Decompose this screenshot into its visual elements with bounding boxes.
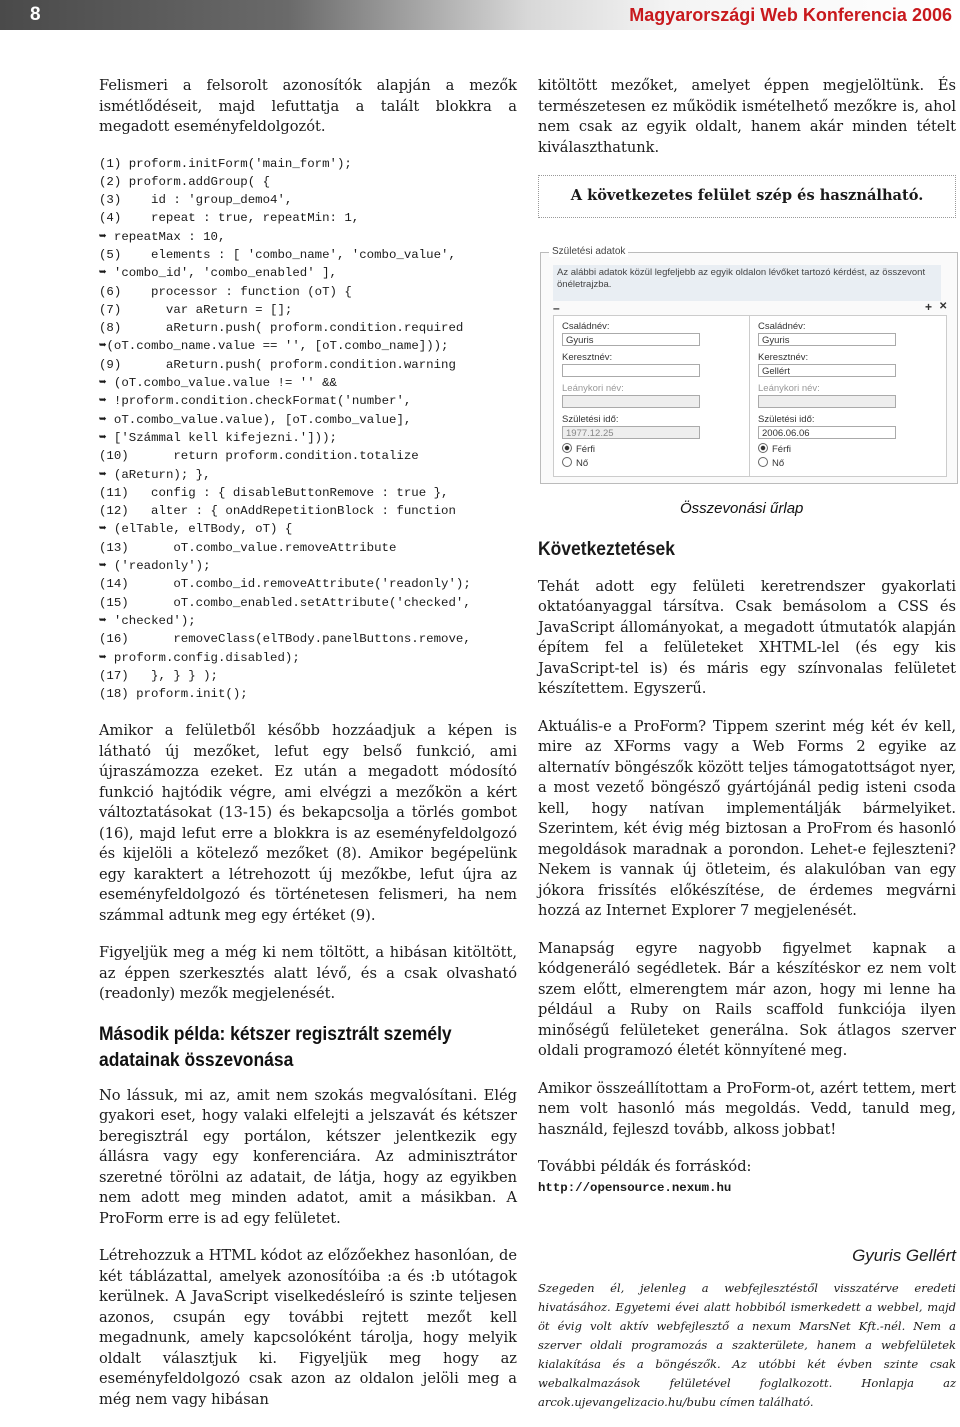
- family-name-field[interactable]: Gyuris: [562, 333, 700, 346]
- code-line: ➥ (oT.combo_value.value != '' &&: [99, 376, 337, 391]
- radio-dot: [562, 443, 572, 453]
- code-line: ➥ ['Számmal kell kifejezni.']));: [99, 430, 337, 445]
- notice-text: Az alábbi adatok közül legfeljebb az egyik oldalon lévőket tartozó kérdést, az összevont önéletrajzba.: [553, 265, 941, 301]
- code-line: (6) processor : function (oT) {: [99, 284, 352, 299]
- radio-label: Férfi: [576, 444, 595, 455]
- right-record-panel: [749, 315, 947, 477]
- radio-female[interactable]: [758, 457, 784, 469]
- conference-title: Magyarországi Web Konferencia 2006: [629, 5, 952, 25]
- paragraph-code-generators: Manapság egyre nagyobb figyelmet kapnak a kódgeneráló segédletek. Bár a készítéskor ez nem volt szem előtt, elmerengtem már azon, hogy mi lenne ha például a Ruby on Rails scaffold funkciója ilyen minőségű felületeket generálna. Sok átlagos szerver oldali programozó életét könnyítené meg.: [538, 939, 956, 1059]
- code-line: (14) oT.combo_id.removeAttribute('readonly');: [99, 577, 471, 592]
- code-line: ➥ (elTable, elTBody, oT) {: [99, 522, 293, 537]
- page-header: [0, 0, 960, 30]
- code-line: ➥ oT.combo_value.value), [oT.combo_value],: [99, 412, 412, 427]
- code-listing: [99, 155, 517, 704]
- given-name-field[interactable]: [562, 364, 700, 377]
- code-line: (1) proform.initForm('main_form');: [99, 156, 352, 171]
- code-line: (11) config : { disableButtonRemove : true },: [99, 485, 449, 500]
- code-line: ➥(oT.combo_name.value == '', [oT.combo_name]));: [99, 339, 449, 354]
- code-line: (4) repeat : true, repeatMin: 1,: [99, 211, 360, 226]
- code-line: (18) proform.init();: [99, 687, 248, 702]
- code-line: ➥ proform.config.disabled);: [99, 650, 300, 665]
- right-column-lower: [538, 540, 956, 1412]
- conclusions-heading: Következtetések: [538, 539, 676, 560]
- paragraph-field-states: Figyeljük meg a még ki nem töltött, a hibásan kitöltött, az éppen szerkesztés alatt lévő, és a csak olvasható (readonly) mezők megjelenését.: [99, 944, 517, 1003]
- close-icon[interactable]: ✕: [939, 301, 948, 312]
- left-column: [99, 76, 517, 1427]
- highlight-box: A következetes felület szép és használható.: [538, 175, 956, 218]
- minus-button[interactable]: –: [553, 301, 560, 315]
- page-number: 8: [30, 4, 41, 25]
- author-name: Gyuris Gellért: [852, 1246, 956, 1265]
- family-name-label: Családnév:: [562, 321, 610, 332]
- family-name-field[interactable]: Gyuris: [758, 333, 896, 346]
- paragraph-actuality: Aktuális-e a ProForm? Tippem szerint még két év kell, mire az XForms vagy a Web Forms 2 egyike az alternatív böngészők között teljes támogatottságot nyer, a most vezető böngésző gyártójánál pedig isteni csoda kell, hogy natívan implementálják bármelyiket. Szerintem, két évig még biztosan a ProFrom és hasonló megoldások maradnak a porondon. Lehet-e fejleszteni? Nekem is vannak új ötleteim, és alakulóban van egy jókora frissítés előkészítése, de érdemes megvárni hozzá az Internet Explorer 7 megjelenését.: [538, 717, 956, 919]
- family-name-label: Családnév:: [758, 321, 806, 332]
- code-line: (5) elements : [ 'combo_name', 'combo_value',: [99, 247, 456, 262]
- paragraph-renumbering: Amikor a felületből később hozzáadjuk a képen is látható új mezőket, lefut egy belső funkció, ami újraszámozza ezeket. Ez után a megadott módosító funkció hajtódik végre, ami elvégzi a mezőkön a kért változtatásokat (13-15) és bekapcsolja a törlés gombot (16), majd lefut erre a blokkra is az eseményfeldolgozó és kijelöli a kötelező mezőket (8). Amikor begépelünk egy karaktert a létrehozott új mezőkbe, lefut újra az eseményfeldolgozó és történetesen felismeri, ha nem számmal adtunk meg egy értéket (9).: [99, 722, 517, 924]
- code-line: ➥ ('readonly');: [99, 559, 211, 574]
- merge-form-screenshot: [540, 246, 958, 484]
- paragraph-continued: kitöltött mezőket, amelyet éppen megjelöltünk. És természetesen ez működik ismételhető mezőkre is, ahol nem csak az egyik oldalt, hanem akár minden tételt kiválaszthatunk.: [538, 77, 956, 156]
- code-line: ➥ (aReturn); },: [99, 467, 211, 482]
- code-line: (17) }, } } );: [99, 668, 218, 683]
- code-line: (12) alter : { onAddRepetitionBlock : function: [99, 504, 456, 519]
- birth-date-label: Születési idő:: [562, 414, 619, 425]
- given-name-label: Keresztnév:: [758, 352, 809, 363]
- code-line: (3) id : 'group_demo4',: [99, 193, 293, 208]
- paragraph-more-examples: További példák és forráskód:: [538, 1158, 752, 1175]
- maiden-name-field[interactable]: [758, 395, 896, 408]
- source-url[interactable]: http://opensource.nexum.hu: [538, 1180, 732, 1195]
- code-line: ➥ 'checked');: [99, 613, 196, 628]
- code-line: (2) proform.addGroup( {: [99, 174, 271, 189]
- radio-dot: [758, 457, 768, 467]
- given-name-field[interactable]: Gellért: [758, 364, 896, 377]
- author-bio: Szegeden él, jelenleg a webfejlesztéstől visszatérve eredeti hivatásához. Egyetemi évei alatt hobbiból ismerkedett a webbel, majd öt évig volt aktív webfejlesztő a nexum MarsNet Kft.-nél. Nem a szerver oldali programozás a szakterülete, hanem a webfelületek kialakítása és a böngészők. Az utóbbi két évben szinte csak webalkalmazások felületével foglalkozott. Honlapja az arcok.ujevangelizacio.hu/bubu címen található.: [538, 1280, 956, 1409]
- radio-label: Férfi: [772, 444, 791, 455]
- code-line: (9) aReturn.push( proform.condition.warning: [99, 357, 456, 372]
- birth-date-field[interactable]: 2006.06.06: [758, 426, 896, 439]
- code-line: ➥ repeatMax : 10,: [99, 229, 226, 244]
- birth-date-label: Születési idő:: [758, 414, 815, 425]
- paragraph-motivation: Amikor összeállítottam a ProForm-ot, azért tettem, mert nem volt hasonló más megoldás. Vedd, tanuld meg, használd, fejleszd tovább, alkoss jobbat!: [538, 1079, 956, 1138]
- code-line: (8) aReturn.push( proform.condition.required: [99, 321, 464, 336]
- code-line: ➥ !proform.condition.checkFormat('number',: [99, 394, 412, 409]
- left-record-panel: [553, 315, 751, 477]
- maiden-name-label: Leánykori név:: [562, 383, 624, 394]
- paragraph-html-code: Létrehozzuk a HTML kódot az előzőekhez hasonlóan, de két táblázattal, amelyek azonosítóiba :a és :b utótagok kerülnek. A JavaScript viselkedésleíró is szinte teljesen azonos, csupán egy további rejtett mezőt kell megadnunk, amely kapcsolóként tárolja, hogy melyik oldalt választjuk ki. Figyeljük meg hogy az eseményfeldolgozó csak azon az oldalon jelöli meg a még nem vagy hibásan: [99, 1247, 517, 1408]
- birth-date-field[interactable]: 1977.12.25: [562, 426, 700, 439]
- figure-caption: Összevonási űrlap: [680, 500, 804, 517]
- paragraph-framework: Tehát adott egy felületi keretrendszer gyakorlati oktatóanyaggal társítva. Csak bemásolom a CSS és JavaScript állományokat, a megadott útmutatók alapján építem fel a felületeket XHTML-lel (és egy kis JavaScript-tel is) és máris egy színvonalas felületet készítettem. Egyszerű.: [538, 577, 956, 697]
- right-column: [538, 76, 956, 218]
- section-heading: Második példa: kétszer regisztrált személy adatainak összevonása: [99, 1023, 452, 1071]
- code-line: (15) oT.combo_enabled.setAttribute('checked',: [99, 595, 471, 610]
- paragraph-example-two: No lássuk, mi az, amit nem szokás megvalósítani. Elég gyakori eset, hogy valaki elfelejti a jelszavát és kétszer beregisztrál egy portálon, kétszer jelentkezik egy állásra vagy egy konferenciára. Az adminisztrátor szeretné törölni az adatait, de látja, hogy az egyikben nem adott meg minden adatot, amit a másikban. A ProForm erre is ad egy felületet.: [99, 1086, 517, 1227]
- radio-dot: [758, 443, 768, 453]
- code-line: (13) oT.combo_value.removeAttribute: [99, 540, 397, 555]
- code-line: (16) removeClass(elTBody.panelButtons.remove,: [99, 632, 471, 647]
- code-line: ➥ 'combo_id', 'combo_enabled' ],: [99, 266, 337, 281]
- code-line: (7) var aReturn = [];: [99, 302, 293, 317]
- plus-button[interactable]: +: [925, 300, 933, 314]
- radio-label: Nő: [772, 458, 785, 469]
- radio-male[interactable]: [758, 443, 791, 455]
- radio-male[interactable]: [562, 443, 595, 455]
- maiden-name-label: Leánykori név:: [758, 383, 820, 394]
- radio-dot: [562, 457, 572, 467]
- fieldset-legend: Születési adatok: [549, 246, 628, 257]
- radio-female[interactable]: [562, 457, 588, 469]
- intro-paragraph: Felismeri a felsorolt azonosítók alapján a mezők ismétlődéseit, majd lefuttatja a talált blokkra a megadott eseményfeldolgozót.: [99, 77, 517, 135]
- maiden-name-field[interactable]: [562, 395, 700, 408]
- given-name-label: Keresztnév:: [562, 352, 613, 363]
- code-line: (10) return proform.condition.totalize: [99, 449, 419, 464]
- radio-label: Nő: [576, 458, 589, 469]
